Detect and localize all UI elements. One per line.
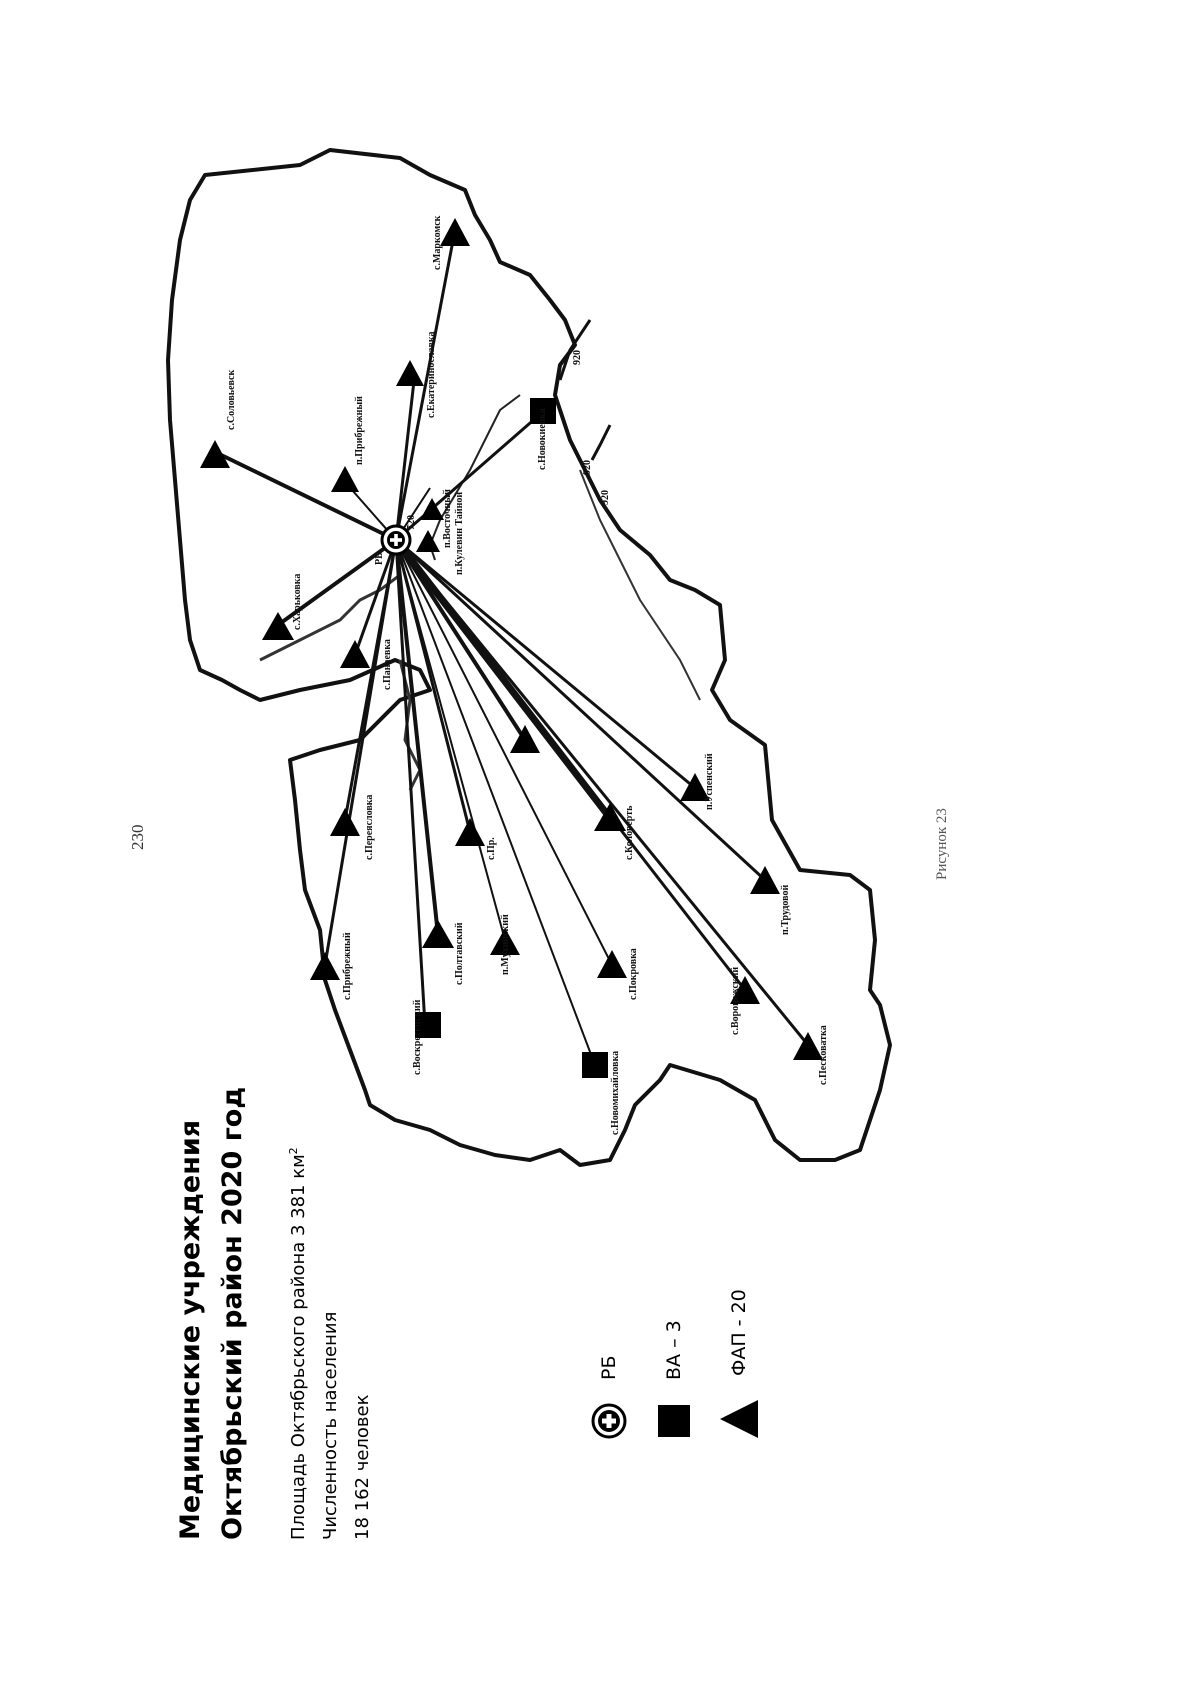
area-unit-sup: 2 [287,1147,300,1155]
map-stats [278,1087,379,1540]
map-title-line-2: Октябрьский район 2020 год [217,1086,248,1540]
legend-item-va [655,1320,693,1440]
road-mark: 920 [582,460,593,475]
fap-markers [200,218,823,1060]
fap-triangle-icon [718,1398,760,1440]
place-label: п.Кулевин Тайной [454,491,465,575]
place-label: с.Покровка [628,948,639,1000]
place-label: п.Восточный [442,489,453,548]
legend-label-va: ВА – 3 [663,1320,685,1380]
page-number: 230 [128,824,147,850]
place-label: с.Песковатка [818,1025,829,1085]
place-label: п.Успенский [704,753,715,810]
legend-label-rb: РБ [598,1355,620,1380]
va-square-icon [655,1402,693,1440]
fap-triangle-icon [440,218,470,246]
place-label: с.Новомихайловка [610,1050,621,1135]
fap-triangle-icon [422,920,454,948]
place-label: с.Маркомск [432,215,443,270]
rb-cross-icon [590,1402,628,1440]
place-label: с.Переясловка [364,794,375,860]
place-label: с.Прибрежный [342,932,353,1000]
va-square-icon [582,1052,608,1078]
place-label: с.Коловерть [624,805,635,860]
map-info-block [170,1087,379,1540]
fap-triangle-icon [310,952,340,980]
road-mark: 920 [600,490,611,505]
road-mark: 920 [572,350,583,365]
place-label: с.Полтавский [454,922,465,985]
fap-triangle-icon [597,950,627,978]
place-label: с.Воскресенский [412,999,423,1075]
place-label: с.Панаевка [382,639,393,690]
fap-triangle-icon [340,640,370,668]
legend-item-rb [590,1356,628,1441]
fap-triangle-icon [330,808,360,836]
place-label: с.Пр. [486,837,497,860]
fap-triangle-icon [396,360,424,386]
road-920-b [592,425,610,460]
legend-item-fap [718,1289,760,1440]
place-label: п.Прибрежный [354,396,365,465]
road-mark: 720 [406,515,417,530]
fap-triangle-icon [510,725,540,753]
area-text [278,1087,315,1540]
figure-caption: Рисунок 23 [934,808,950,880]
fap-triangle-icon [455,818,485,846]
road-920 [560,320,590,380]
place-label: с.Екатеринославка [426,331,437,418]
place-label: с.Воронежский [730,966,741,1035]
place-label: с.Новокиевка [537,408,548,470]
population-label: Численность населения [320,1311,341,1540]
center-label: РБ [374,552,385,565]
fap-triangle-icon [416,530,440,552]
fap-triangle-icon [200,440,230,468]
place-label: п.Трудовой [780,884,791,935]
place-label: с.Соловьевск [226,369,237,430]
population-value: 18 162 человек [352,1394,373,1540]
fap-triangle-icon [331,466,359,492]
map-title-line-1: Медицинские учреждения [175,1119,206,1540]
place-label: п.Мухинский [500,914,511,975]
place-label: с.Харьковка [292,573,303,630]
area-value: Площадь Октябрьского района 3 381 км [288,1154,309,1540]
legend-label-fap: ФАП - 20 [728,1289,750,1376]
